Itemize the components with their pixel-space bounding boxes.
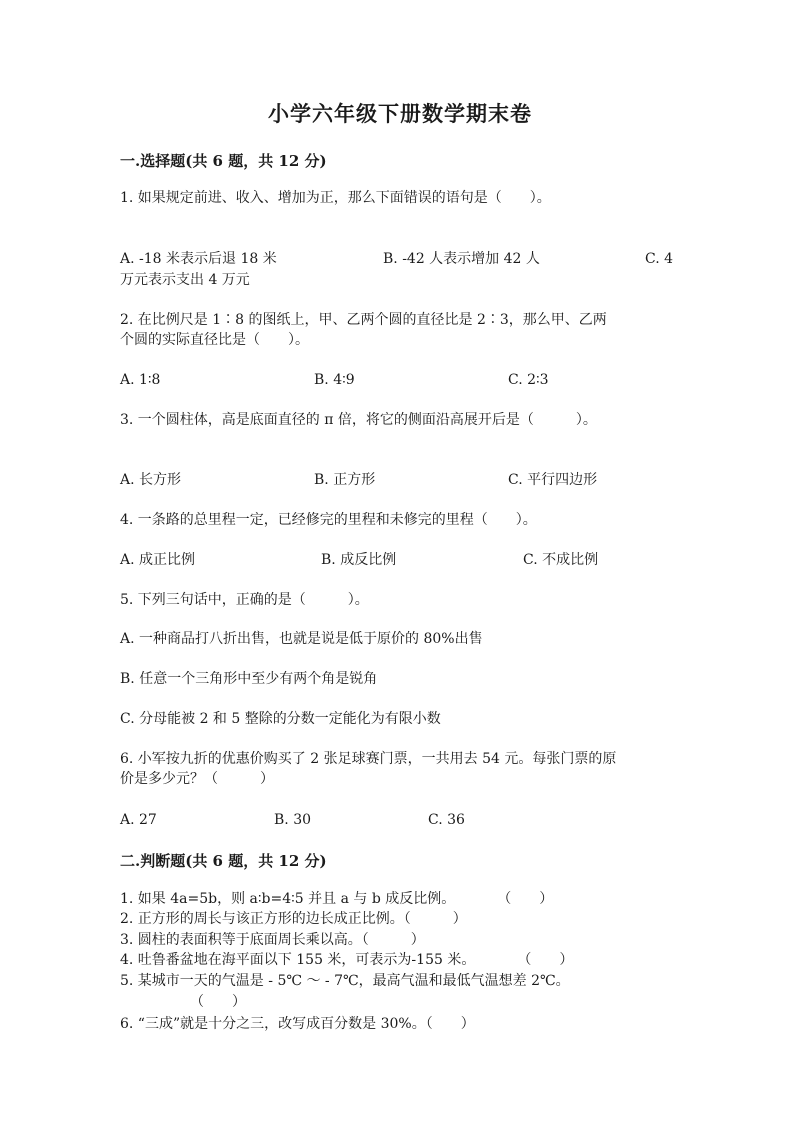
judgment-item-1: 1. 如果 4a=5b，则 a∶b=4∶5 并且 a 与 b 成反比例。 （ ）: [120, 891, 554, 907]
question-2-option-c: C. 2∶3: [508, 372, 549, 388]
question-6-stem-line1: 6. 小军按九折的优惠价购买了 2 张足球赛门票，一共用去 54 元。每张门票的原: [120, 751, 617, 767]
judgment-item-6: 6. “三成”就是十分之三，改写成百分数是 30%。（ ）: [120, 1016, 475, 1032]
question-6-stem-line2: 价是多少元？（ ）: [120, 771, 274, 787]
question-5-option-c: C. 分母能被 2 和 5 整除的分数一定能化为有限小数: [120, 711, 441, 727]
question-3-option-a: A. 长方形: [120, 472, 182, 488]
question-2-option-a: A. 1∶8: [120, 372, 161, 388]
judgment-item-3: 3. 圆柱的表面积等于底面周长乘以高。（ ）: [120, 932, 425, 948]
question-1-option-a: A. -18 米表示后退 18 米: [120, 251, 277, 267]
judgment-item-5: 5. 某城市一天的气温是 - 5℃ ～ - 7℃，最高气温和最低气温想差 2℃。: [120, 973, 570, 989]
section-heading-choice: 一.选择题(共 6 题，共 12 分): [120, 152, 327, 170]
question-2-stem-line2: 个圆的实际直径比是（ ）。: [120, 332, 309, 348]
question-1-option-c-continued: 万元表示支出 4 万元: [120, 272, 250, 288]
judgment-item-5-answer-blank: （ ）: [190, 994, 246, 1010]
question-2-stem-line1: 2. 在比例尺是 1∶8 的图纸上，甲、乙两个圆的直径比是 2∶3，那么甲、乙两: [120, 312, 607, 328]
question-3-option-c: C. 平行四边形: [508, 472, 598, 488]
page-title: 小学六年级下册数学期末卷: [268, 101, 532, 126]
question-1-option-b: B. -42 人表示增加 42 人: [383, 251, 540, 267]
section-heading-judgment: 二.判断题(共 6 题，共 12 分): [120, 852, 327, 870]
judgment-item-2: 2. 正方形的周长与该正方形的边长成正比例。（ ）: [120, 911, 467, 927]
question-4-stem: 4. 一条路的总里程一定，已经修完的里程和未修完的里程（ ）。: [120, 512, 537, 528]
question-4-option-a: A. 成正比例: [120, 552, 196, 568]
question-4-option-c: C. 不成比例: [523, 552, 599, 568]
question-3-stem: 3. 一个圆柱体，高是底面直径的 π 倍，将它的侧面沿高展开后是（ ）。: [120, 412, 597, 428]
question-6-option-c: C. 36: [428, 812, 465, 828]
question-3-option-b: B. 正方形: [314, 472, 376, 488]
question-5-option-b: B. 任意一个三角形中至少有两个角是锐角: [120, 671, 378, 687]
question-5-stem: 5. 下列三句话中，正确的是（ ）。: [120, 592, 369, 608]
question-5-option-a: A. 一种商品打八折出售，也就是说是低于原价的 80%出售: [120, 631, 483, 647]
question-1-stem: 1. 如果规定前进、收入、增加为正，那么下面错误的语句是（ ）。: [120, 190, 551, 206]
question-4-option-b: B. 成反比例: [321, 552, 397, 568]
question-6-option-a: A. 27: [120, 812, 157, 828]
question-2-option-b: B. 4∶9: [314, 372, 355, 388]
question-6-option-b: B. 30: [274, 812, 312, 828]
question-1-option-c: C. 4: [645, 251, 674, 267]
judgment-item-4: 4. 吐鲁番盆地在海平面以下 155 米，可表示为-155 米。 （ ）: [120, 952, 574, 968]
